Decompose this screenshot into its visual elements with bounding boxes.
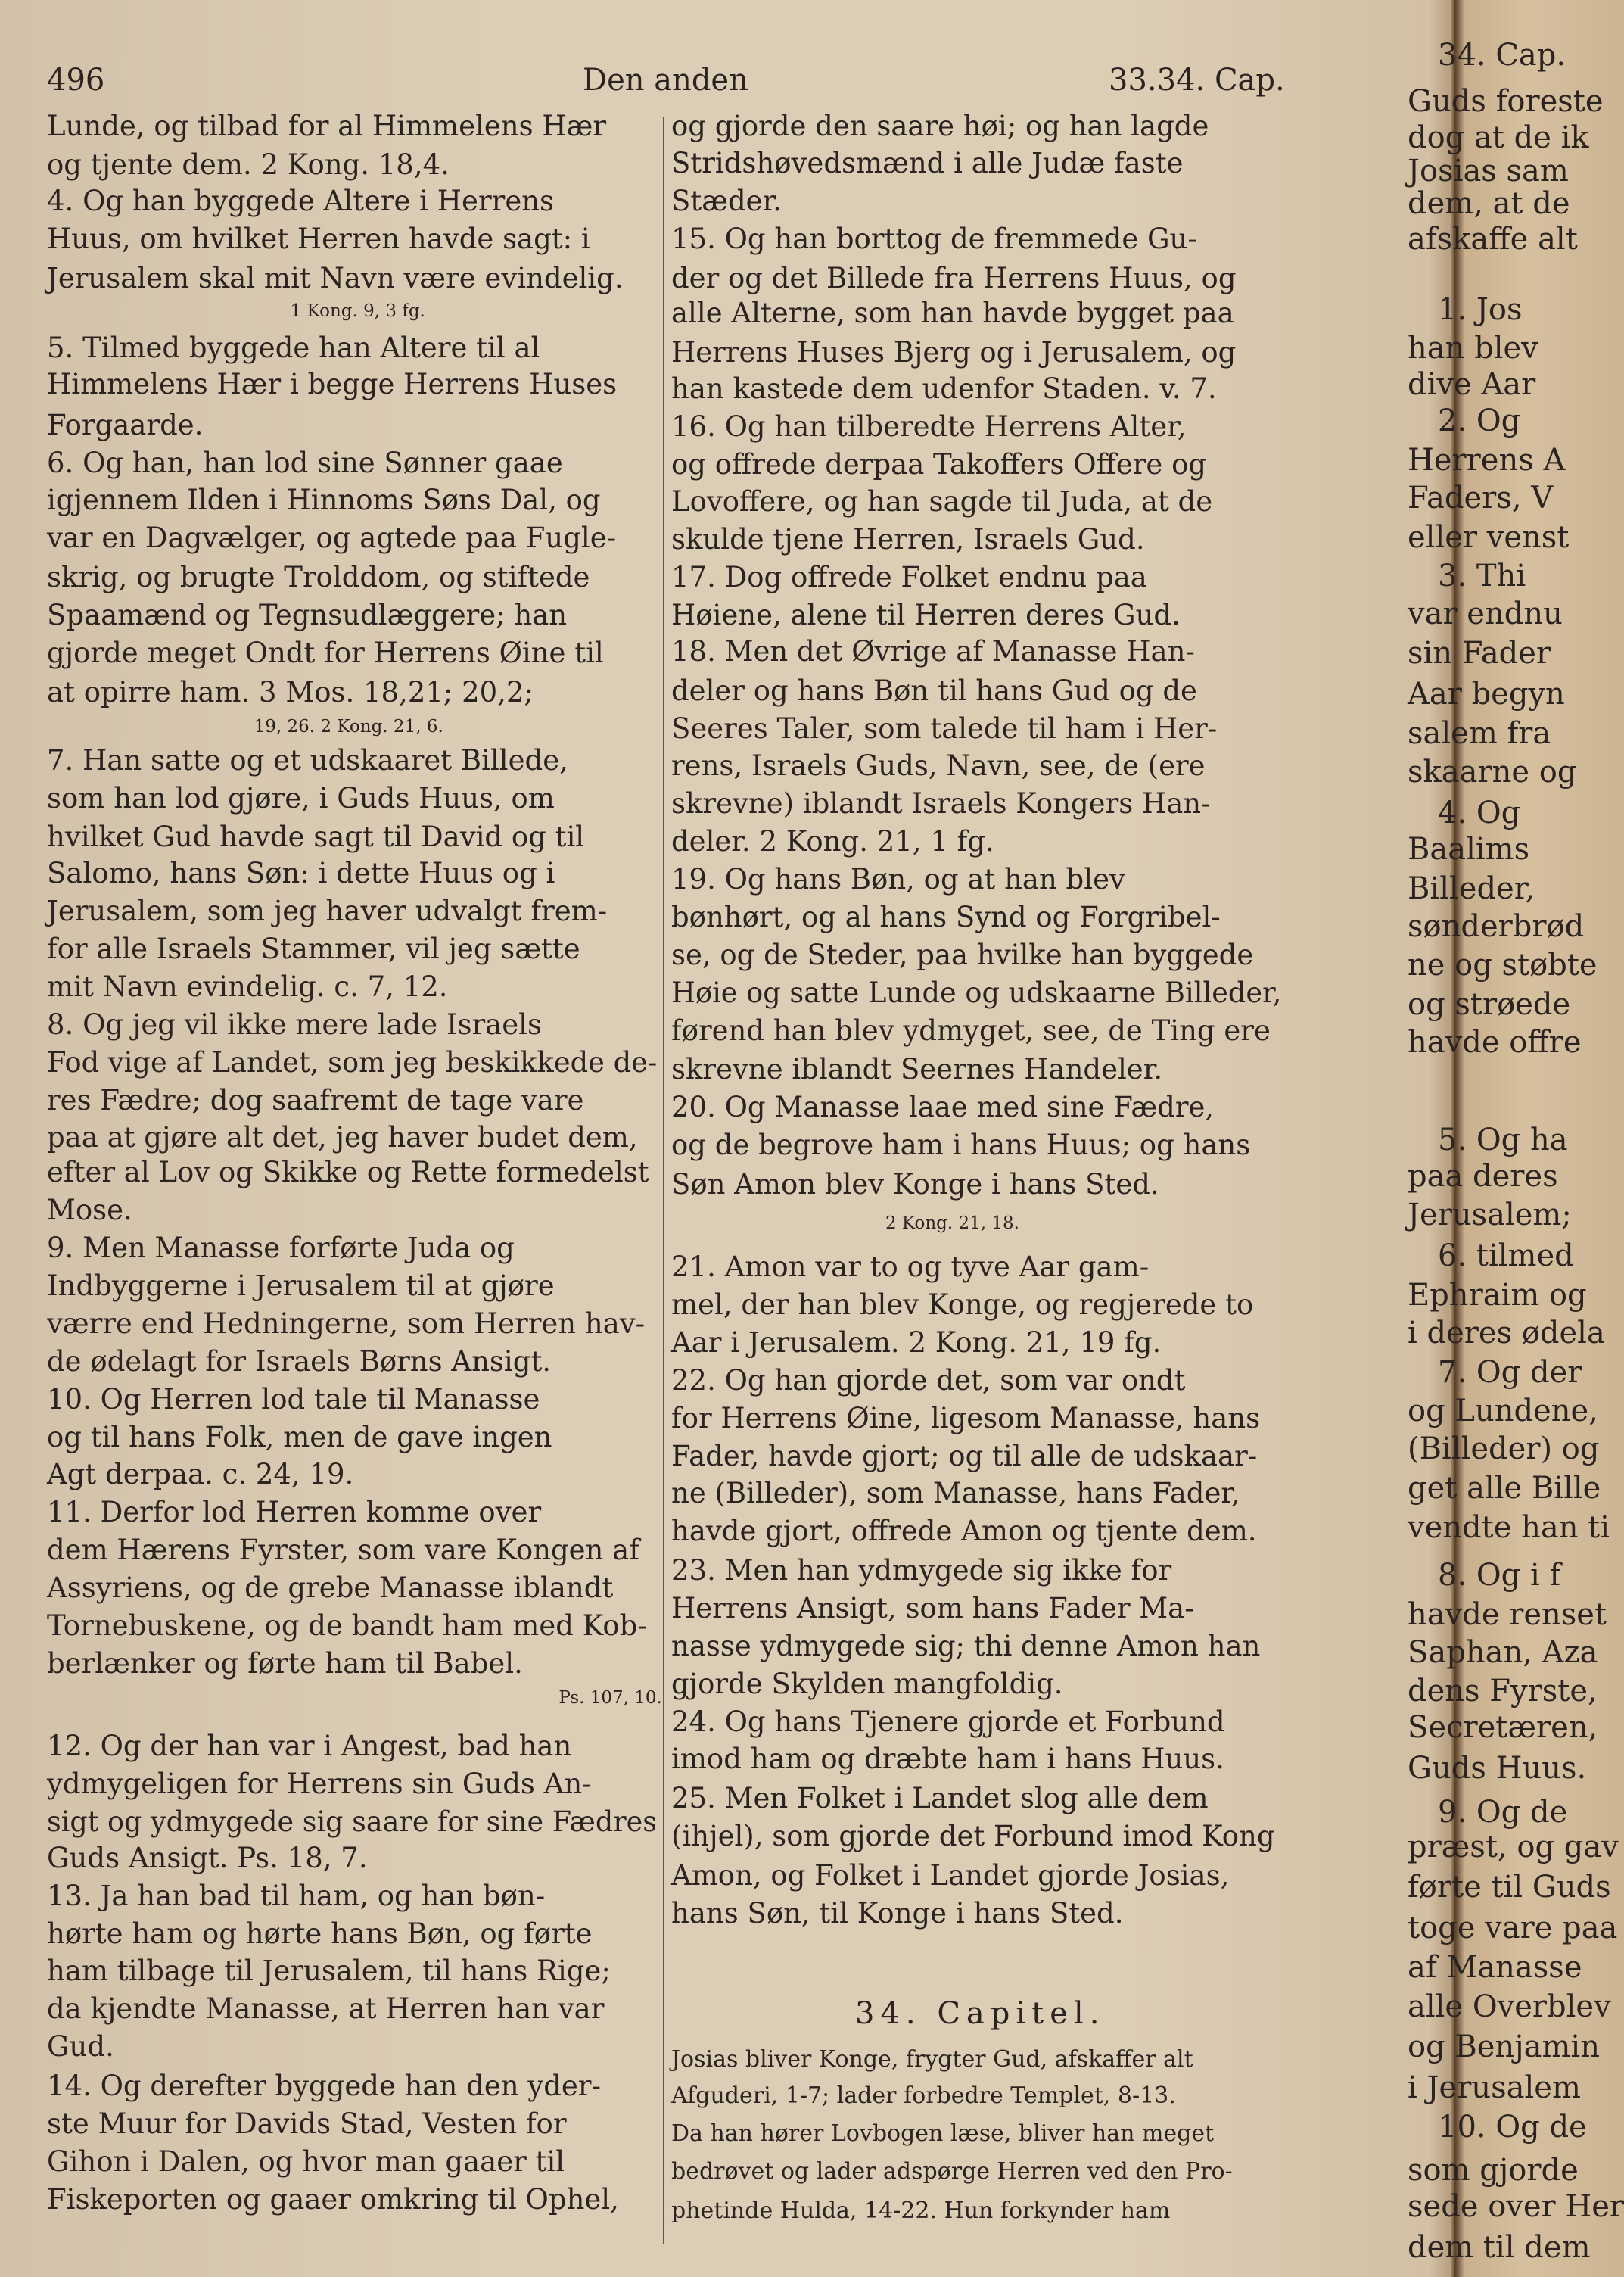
facing-page-line: havde offre [1408,1025,1582,1061]
text-line: gjorde Skylden mangfoldig. [671,1667,1063,1700]
text-line: mit Navn evindelig. c. 7, 12. [47,970,448,1003]
facing-page-line: eller venst [1408,519,1570,555]
facing-page-line: Baalims [1408,832,1530,868]
text-line: 22. Og han gjorde det, som var ondt [671,1363,1186,1397]
facing-page-line: i Jerusalem [1408,2070,1581,2106]
text-line: Fod vige af Landet, som jeg beskikkede de- [47,1045,658,1079]
text-line: nasse ydmygede sig; thi denne Amon han [671,1629,1261,1662]
text-line: deler. 2 Kong. 21, 1 fg. [671,825,994,858]
text-line: Høie og satte Lunde og udskaarne Billeder, [671,976,1282,1009]
text-line: Fiskeporten og gaaer omkring til Ophel, [47,2182,619,2216]
text-line: 17. Dog offrede Folket endnu paa [671,561,1147,594]
text-line: paa at gjøre alt det, jeg haver budet dem, [47,1121,638,1154]
facing-page-line: og strøede [1408,987,1571,1023]
text-line: 14. Og derefter byggede han den yder- [47,2069,601,2102]
text-line: at opirre ham. 3 Mos. 18,21; 20,2; [47,675,534,709]
facing-page-line: førte til Guds [1408,1870,1611,1905]
facing-page-line: sin Fader [1408,636,1551,671]
text-line: 19. Og hans Bøn, og at han blev [671,863,1125,896]
text-line: 5. Tilmed byggede han Altere til al [47,332,540,365]
text-line: Herrens Ansigt, som hans Fader Ma- [671,1591,1194,1624]
facing-page-line: alle Overblev [1408,1989,1611,2024]
summary-line: Josias bliver Konge, frygter Gud, afskaffer alt [671,2046,1193,2073]
text-line: hvilket Gud havde sagt til David og til [47,821,585,854]
text-line: 4. Og han byggede Altere i Herrens [47,185,555,218]
facing-page-line: sønderbrød [1408,908,1585,944]
text-line: ne (Billeder), som Manasse, hans Fader, [671,1477,1240,1510]
text-line: for Herrens Øine, ligesom Manasse, hans [671,1401,1261,1434]
text-line: Seeres Taler, som talede til ham i Her- [671,712,1218,745]
facing-page-line: 7. Og der [1438,1354,1582,1390]
running-title: Den anden [583,63,748,98]
facing-page-line: dog at de ik [1408,120,1589,156]
facing-page-line: og Benjamin [1408,2029,1600,2065]
facing-page-line: var endnu [1408,597,1563,632]
text-line: hans Søn, til Konge i hans Sted. [671,1896,1124,1930]
text-line: 16. Og han tilberedte Herrens Alter, [671,410,1187,443]
facing-page-line: præst, og gav [1408,1829,1619,1864]
facing-page-line: 1. Jos [1438,291,1523,327]
facing-page-line: Guds Huus. [1408,1751,1587,1786]
summary-line: Da han hører Lovbogen læse, bliver han meget [671,2120,1215,2148]
text-line: 6. Og han, han lod sine Sønner gaae [47,446,563,479]
text-line: som han lod gjøre, i Guds Huus, om [47,781,555,815]
text-line: Indbyggerne i Jerusalem til at gjøre [47,1269,555,1303]
text-line: og gjorde den saare høi; og han lagde [671,109,1209,142]
scripture-reference: 1 Kong. 9, 3 fg. [290,301,425,322]
text-line: 21. Amon var to og tyve Aar gam- [671,1251,1150,1284]
facing-page-line: han blev [1408,331,1538,366]
facing-page-line: paa deres [1408,1158,1558,1194]
facing-page-line: 10. Og de [1438,2109,1587,2145]
facing-page-line: og Lundene, [1408,1394,1598,1429]
facing-page-line: Herrens A [1408,443,1566,478]
facing-page-line: af Manasse [1408,1949,1582,1985]
text-line: og tjente dem. 2 Kong. 18,4. [47,148,450,182]
summary-line: phetinde Hulda, 14-22. Hun forkynder ham [671,2197,1171,2224]
facing-page-line: Secretæren, [1408,1710,1598,1746]
text-line: Spaamænd og Tegnsudlæggere; han [47,598,568,631]
facing-page-line: dem, at de [1408,185,1570,221]
text-line: og til hans Folk, men de gave ingen [47,1420,552,1453]
text-line: 9. Men Manasse forførte Juda og [47,1232,515,1265]
facing-page-line: dem til dem [1408,2230,1591,2266]
text-line: igjennem Ilden i Hinnoms Søns Dal, og [47,484,601,517]
text-line: Herrens Huses Bjerg og i Jerusalem, og [671,335,1237,369]
facing-page [1362,0,1624,2277]
text-line: for alle Israels Stammer, vil jeg sætte [47,933,580,966]
facing-page-line: 2. Og [1438,403,1521,439]
text-line: Huus, om hvilket Herren havde sagt: i [47,223,590,256]
facing-page-line: Ephraim og [1408,1277,1587,1313]
text-line: Forgaarde. [47,408,204,441]
text-line: Jerusalem, som jeg haver udvalgt frem- [47,895,608,928]
text-line: ydmygeligen for Herrens sin Guds An- [47,1767,592,1800]
text-line: 20. Og Manasse laae med sine Fædre, [671,1091,1215,1124]
text-line: 13. Ja han bad til ham, og han bøn- [47,1879,546,1912]
text-line: Agt derpaa. c. 24, 19. [47,1458,354,1491]
facing-page-line: Josias sam [1408,154,1569,189]
summary-line: bedrøvet og lader adspørge Herren ved den Pro- [671,2158,1233,2185]
facing-page-line: Aar begyn [1408,676,1565,712]
facing-page-line: Jerusalem; [1408,1198,1572,1233]
text-line: 12. Og der han var i Angest, bad han [47,1730,572,1763]
text-line: han kastede dem udenfor Staden. v. 7. [671,372,1217,405]
text-line: da kjendte Manasse, at Herren han var [47,1992,605,2026]
text-line: 18. Men det Øvrige af Manasse Han- [671,634,1195,668]
text-line: deler og hans Bøn til hans Gud og de [671,674,1197,707]
text-line: ham tilbage til Jerusalem, til hans Rige; [47,1955,611,1988]
text-line: Lovoffere, og han sagde til Juda, at de [671,485,1213,519]
text-line: Lunde, og tilbad for al Himmelens Hær [47,109,607,142]
text-line: ste Muur for Davids Stad, Vesten for [47,2107,567,2140]
text-line: Assyriens, og de grebe Manasse iblandt [47,1571,614,1605]
text-line: sigt og ydmygede sig saare for sine Fædres [47,1805,657,1838]
text-line: og offrede derpaa Takoffers Offere og [671,447,1207,481]
facing-page-line: skaarne og [1408,755,1577,790]
text-line: gjorde meget Ondt for Herrens Øine til [47,636,604,669]
summary-line: Afguderi, 1-7; lader forbedre Templet, 8-13. [671,2082,1176,2110]
text-line: imod ham og dræbte ham i hans Huus. [671,1743,1224,1776]
facing-page-line: vendte han ti [1408,1509,1610,1545]
text-line: se, og de Steder, paa hvilke han byggede [671,938,1254,971]
facing-page-line: toge vare paa [1408,1911,1618,1946]
facing-page-line: 6. tilmed [1438,1238,1574,1274]
text-line: skrevne) iblandt Israels Kongers Han- [671,787,1211,821]
text-line: Stæder. [671,185,782,218]
facing-page-line: Saphan, Aza [1408,1634,1598,1670]
facing-page-line: 8. Og i f [1438,1558,1561,1593]
text-line: værre end Hedningerne, som Herren hav- [47,1307,646,1340]
text-line: havde gjort, offrede Amon og tjente dem. [671,1515,1257,1548]
text-line: de ødelagt for Israels Børns Ansigt. [47,1344,552,1378]
text-line: hørte ham og hørte hans Bøn, og førte [47,1917,593,1950]
text-line: Fader, havde gjort; og til alle de udskaar- [671,1439,1258,1472]
text-line: Gihon i Dalen, og hvor man gaaer til [47,2145,565,2178]
text-line: alle Alterne, som han havde bygget paa [671,297,1234,330]
text-line: og de begrove ham i hans Huus; og hans [671,1129,1251,1162]
facing-page-line: salem fra [1408,715,1551,751]
facing-page-line: afskaffe alt [1408,222,1578,257]
facing-page-line: ne og støbte [1408,948,1598,983]
facing-page-line: 34. Cap. [1438,37,1566,73]
text-line: 24. Og hans Tjenere gjorde et Forbund [671,1705,1225,1738]
text-line: Stridshøvedsmænd i alle Judæ faste [671,147,1184,180]
text-line: dem Hærens Fyrster, som vare Kongen af [47,1534,639,1567]
text-line: 23. Men han ydmygede sig ikke for [671,1554,1172,1587]
facing-page-line: 5. Og ha [1438,1122,1568,1157]
chapter-reference: 33.34. Cap. [1109,63,1285,98]
facing-page-line: som gjorde [1408,2153,1579,2188]
text-line: berlænker og førte ham til Babel. [47,1646,523,1680]
text-line: var en Dagvælger, og agtede paa Fugle- [47,522,617,555]
chapter-heading: 34. Capitel. [855,1996,1106,2031]
text-line: 15. Og han borttog de fremmede Gu- [671,223,1197,256]
scripture-reference: Ps. 107, 10. [558,1687,662,1708]
facing-page-line: Guds foreste [1408,84,1604,120]
text-line: 8. Og jeg vil ikke mere lade Israels [47,1008,542,1041]
column-divider [663,117,664,2244]
facing-page-line: dens Fyrste, [1408,1674,1598,1709]
text-line: skulde tjene Herren, Israels Gud. [671,523,1145,556]
text-line: Guds Ansigt. Ps. 18, 7. [47,1841,368,1874]
text-line: Søn Amon blev Konge i hans Sted. [671,1167,1159,1201]
text-line: bønhørt, og al hans Synd og Forgribel- [671,900,1221,933]
text-line: skrevne iblandt Seernes Handeler. [671,1053,1163,1086]
text-line: Aar i Jerusalem. 2 Kong. 21, 19 fg. [671,1325,1162,1359]
text-line: Gud. [47,2030,114,2064]
text-line: førend han blev ydmyget, see, de Ting ere [671,1014,1271,1047]
scripture-reference: 2 Kong. 21, 18. [885,1213,1019,1233]
text-line: mel, der han blev Konge, og regjerede to [671,1288,1254,1322]
text-line: Himmelens Hær i begge Herrens Huses [47,368,618,401]
text-line: 11. Derfor lod Herren komme over [47,1496,542,1529]
text-line: 25. Men Folket i Landet slog alle dem [671,1782,1209,1815]
text-line: Salomo, hans Søn: i dette Huus og i [47,857,555,890]
facing-page-line: 3. Thi [1438,559,1526,594]
scripture-reference: 19, 26. 2 Kong. 21, 6. [254,716,443,737]
facing-page-line: 9. Og de [1438,1794,1568,1830]
text-line: efter al Lov og Skikke og Rette formedelst [47,1156,649,1189]
page-number: 496 [47,63,105,98]
facing-page-line: 4. Og [1438,796,1521,831]
text-line: 7. Han satte og et udskaaret Billede, [47,743,568,777]
text-line: skrig, og brugte Trolddom, og stiftede [47,561,590,594]
text-line: rens, Israels Guds, Navn, see, de (ere [671,749,1206,783]
text-line: Mose. [47,1194,132,1227]
text-line: res Fædre; dog saafremt de tage vare [47,1083,584,1117]
facing-page-line: Faders, V [1408,480,1554,516]
facing-page-line: (Billeder) og [1408,1431,1600,1467]
text-line: 10. Og Herren lod tale til Manasse [47,1382,540,1416]
text-line: Høiene, alene til Herren deres Gud. [671,598,1181,631]
facing-page-line: havde renset [1408,1596,1607,1632]
facing-page-line: i deres ødela [1408,1315,1605,1350]
facing-page-line: get alle Bille [1408,1470,1601,1506]
text-line: der og det Billede fra Herrens Huus, og [671,262,1237,294]
facing-page-line: dive Aar [1408,367,1536,403]
text-line: Jerusalem skal mit Navn være evindelig. [47,262,624,294]
facing-page-line: Billeder, [1408,871,1535,906]
text-line: Amon, og Folket i Landet gjorde Josias, [671,1858,1230,1892]
text-line: Tornebuskene, og de bandt ham med Kob- [47,1609,647,1642]
text-line: (ihjel), som gjorde det Forbund imod Kong [671,1820,1275,1853]
facing-page-line: sede over Her [1408,2189,1624,2225]
